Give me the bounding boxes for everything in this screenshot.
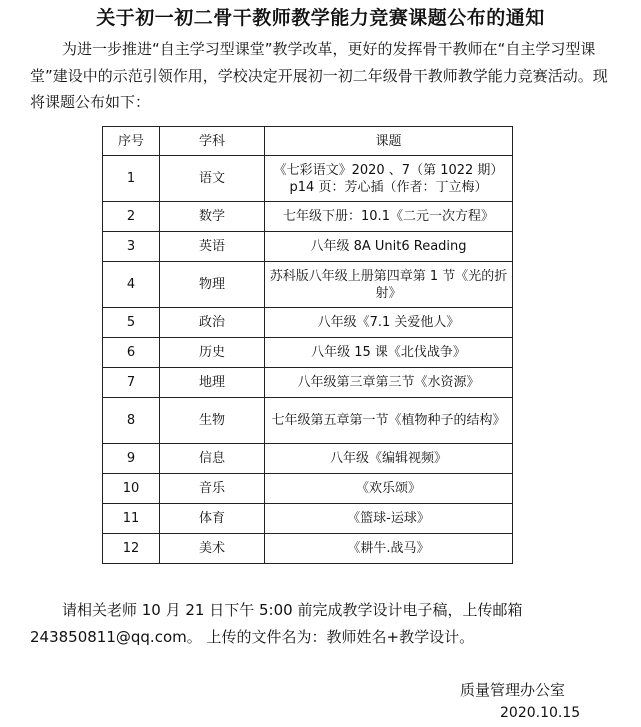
row-topic-cell: 八年级 15 课《北伐战争》 — [265, 338, 513, 368]
row-subject-cell: 体育 — [160, 504, 265, 534]
page-title: 关于初一初二骨干教师教学能力竞赛课题公布的通知 — [96, 7, 545, 29]
row-subject-cell: 美术 — [160, 534, 265, 564]
table-row — [103, 504, 513, 534]
signature-office: 质量管理办公室 — [460, 681, 566, 699]
row-topic-cell: 八年级《编辑视频》 — [265, 444, 513, 474]
row-subject-cell: 政治 — [160, 308, 265, 338]
table-row — [103, 338, 513, 368]
row-subject-cell: 音乐 — [160, 474, 265, 504]
row-topic-cell: 《耕牛.战马》 — [265, 534, 513, 564]
row-number-cell: 1 — [103, 156, 160, 202]
row-subject-cell: 历史 — [160, 338, 265, 368]
row-subject-cell: 物理 — [160, 262, 265, 308]
table-row — [103, 308, 513, 338]
table-row — [103, 474, 513, 504]
table-row — [103, 232, 513, 262]
table-row — [103, 156, 513, 202]
row-number-cell: 3 — [103, 232, 160, 262]
table-row — [103, 398, 513, 444]
row-subject-cell: 数学 — [160, 202, 265, 232]
table-body — [103, 156, 513, 564]
row-subject-cell: 生物 — [160, 398, 265, 444]
row-number-cell: 9 — [103, 444, 160, 474]
notice-paragraph: 请相关老师 10 月 21 日下午 5:00 前完成教学设计电子稿，上传邮箱 243850811@qq.com。 上传的文件名为：教师姓名+教学设计。 — [30, 601, 523, 646]
row-topic-cell: 《篮球-运球》 — [265, 504, 513, 534]
signature-date: 2020.10.15 — [500, 705, 581, 721]
table-row — [103, 202, 513, 232]
row-number-cell: 5 — [103, 308, 160, 338]
row-topic-cell: 《欢乐颂》 — [265, 474, 513, 504]
table-header-row — [103, 127, 513, 156]
table-row — [103, 534, 513, 564]
row-subject-cell: 语文 — [160, 156, 265, 202]
row-number-cell: 10 — [103, 474, 160, 504]
table-row — [103, 262, 513, 308]
row-subject-cell: 信息 — [160, 444, 265, 474]
row-number-cell: 4 — [103, 262, 160, 308]
topics-table — [102, 126, 513, 564]
table-row — [103, 368, 513, 398]
row-topic-cell: 《七彩语文》2020 、7（第 1022 期）p14 页：芳心插（作者：丁立梅） — [265, 156, 513, 202]
row-number-cell: 6 — [103, 338, 160, 368]
row-topic-cell: 八年级第三章第三节《水资源》 — [265, 368, 513, 398]
row-number-cell: 12 — [103, 534, 160, 564]
header-topic: 课题 — [265, 127, 513, 156]
row-number-cell: 7 — [103, 368, 160, 398]
row-topic-cell: 八年级《7.1 关爱他人》 — [265, 308, 513, 338]
row-number-cell: 8 — [103, 398, 160, 444]
row-subject-cell: 地理 — [160, 368, 265, 398]
header-number: 序号 — [103, 127, 160, 156]
row-topic-cell: 七年级下册：10.1《二元一次方程》 — [265, 202, 513, 232]
row-topic-cell: 八年级 8A Unit6 Reading — [265, 232, 513, 262]
row-number-cell: 2 — [103, 202, 160, 232]
intro-paragraph: 为进一步推进“自主学习型课堂”教学改革，更好的发挥骨干教师在“自主学习型课堂”建设中的示范引领作用，学校决定开展初一初二年级骨干教师教学能力竞赛活动。现将课题公布如下： — [30, 40, 608, 111]
row-number-cell: 11 — [103, 504, 160, 534]
table-row — [103, 444, 513, 474]
row-subject-cell: 英语 — [160, 232, 265, 262]
row-topic-cell: 七年级第五章第一节《植物种子的结构》 — [265, 398, 513, 444]
row-topic-cell: 苏科版八年级上册第四章第 1 节《光的折射》 — [265, 262, 513, 308]
header-subject: 学科 — [160, 127, 265, 156]
